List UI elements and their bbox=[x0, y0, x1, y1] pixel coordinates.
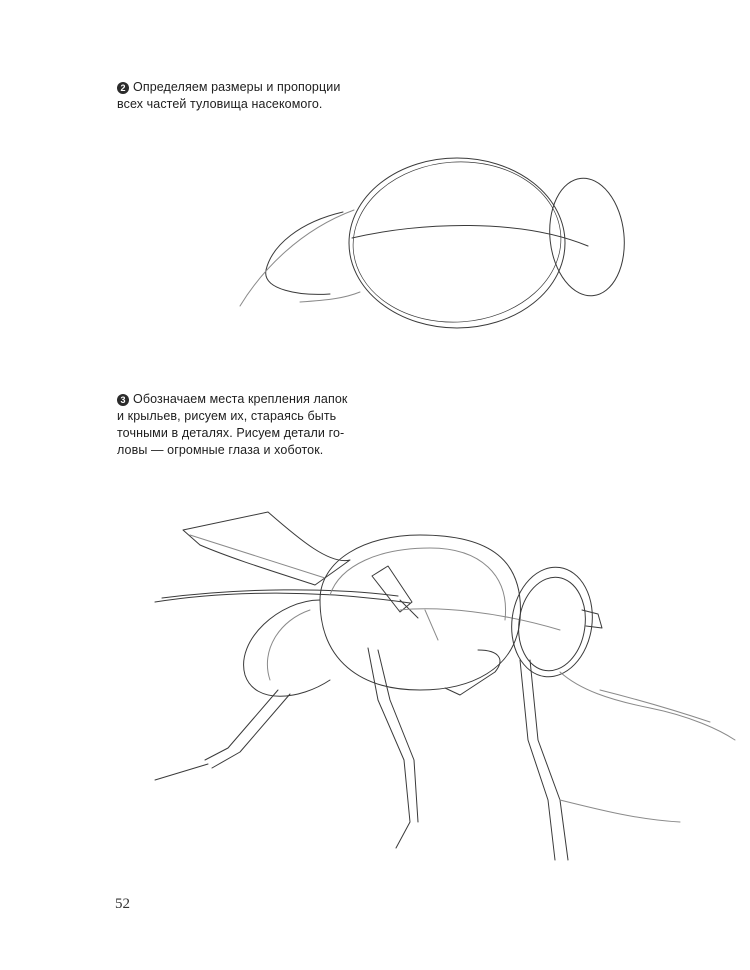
front-leg-inner bbox=[530, 660, 568, 860]
fly-proportion-sketch bbox=[240, 155, 630, 329]
proboscis-guide bbox=[560, 672, 735, 740]
wing-guide-line bbox=[240, 210, 354, 306]
fly-detailed-sketch bbox=[155, 512, 735, 860]
front-leg-outer bbox=[520, 660, 555, 860]
wing-upper-vein bbox=[190, 535, 325, 578]
hind-leg-lower bbox=[212, 694, 290, 768]
axis-line bbox=[352, 225, 588, 246]
page-number: 52 bbox=[115, 896, 130, 912]
middle-leg-inner bbox=[378, 650, 418, 822]
step-2-line-2: всех частей туловища насекомого. bbox=[117, 97, 323, 111]
step-3-line-3: точными в деталях. Рисуем детали го- bbox=[117, 426, 345, 440]
front-leg-guide bbox=[560, 800, 680, 822]
middle-leg-outer bbox=[368, 648, 410, 848]
abdomen-outline bbox=[244, 600, 330, 696]
abdomen-curve bbox=[266, 212, 343, 294]
hind-leg-tarsus bbox=[155, 764, 208, 780]
thorax-outline bbox=[320, 535, 520, 690]
step-3-line-2: и крыльев, рисуем их, стараясь быть bbox=[117, 409, 337, 423]
abdomen-fold bbox=[267, 610, 310, 680]
eye-outline bbox=[513, 573, 591, 675]
step-2-line-1: 2 Определяем размеры и пропорции bbox=[117, 79, 377, 96]
body-axis-line bbox=[400, 609, 560, 630]
thorax-crease bbox=[425, 610, 438, 640]
wing-base bbox=[372, 566, 412, 612]
step-2-number-badge: 2 bbox=[117, 82, 129, 94]
thorax-ellipse bbox=[349, 158, 565, 328]
step-3-number-badge: 3 bbox=[117, 394, 129, 406]
head-ellipse bbox=[544, 174, 630, 299]
step-3-line-4: ловы — огромные глаза и хоботок. bbox=[117, 443, 324, 457]
wing-upper bbox=[183, 512, 350, 585]
step-3-line-1: 3 Обозначаем места крепления лапок bbox=[117, 391, 377, 408]
proboscis-guide-2 bbox=[600, 690, 710, 722]
front-leg-knee bbox=[445, 650, 500, 695]
